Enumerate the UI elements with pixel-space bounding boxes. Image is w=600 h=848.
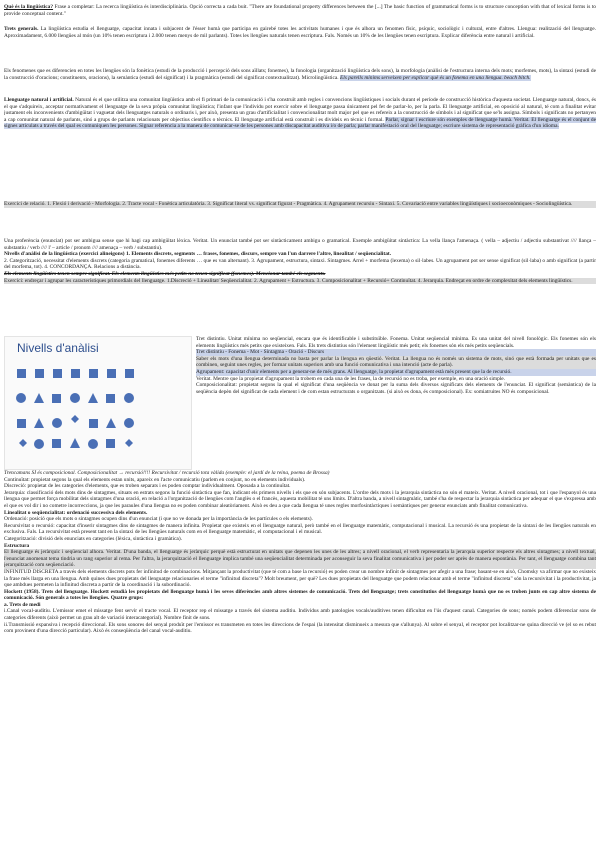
canal-vocal-auditiu-text: i.Canal vocal-auditiu. L'emissor emet el missatge fent servir el tracte vocal. El receptor rep el missatge a través del sistema auditiu. Individus amb patologies vocals/auditives tenen dificultat en l'ús d'aquest canal. Categories de sons; només podem diferenciar sons de categories diferents (això permet un grau alt de variació interacategorial). Nombre finit de sons. xyxy=(4,608,596,622)
hockett-text: Hockett (1958). Trets del llenguatge. Hockett estudià les propietats del llenguatge humà i les seves diferències amb altres sistemes de comunicació. Trets del llenguatge; trets constitutius del llenguatge humà que no es troben junts en cap altre sistema de comunicació. Són generals a totes les llengües. Quatre grups: xyxy=(4,588,596,602)
ambiguitat xyxy=(4,238,596,284)
nivells-analisi-diagram xyxy=(4,336,192,470)
diagram-shape xyxy=(89,419,98,428)
jerarquia-text: Jerarquia: classificació dels mots dins de sintagmes, situats en estrats segons la funció sintàctica que fan, indicant els primers nivells i els que en són subjacents. L'ordre dels mots i la jerarquia sintàctica no són el mateix. Veritat. A nivell oracional, tot i que l'espanyol és una llengua que permet força mobilitat dels sintagmes d'una oració, en relació a l'organització de llengües com l'anglès o el francès, aquesta mobilitat té uns límits. D'altra banda, a nivell sintagmàtic, també s'ha de respectar la jerarquia sintàctica per adequar el que s'expressa amb el que es vol dir i no cometre incorreccions, ja que les paraules d'una llengua no es poden combinar aleatòriament. Això es deu a que cada llengua té unes regles morfosintàctiques i semàntiques per generar enunciats amb finalitat comunicativa. xyxy=(4,489,596,509)
diagram-title: Nivells d'anàlisi xyxy=(17,341,99,355)
diagram-shape xyxy=(88,439,98,449)
trets-generals-text: La lingüística estudia el llenguatge, capacitat innata i subjacent de l'ésser humà que participa en gairebé totes les activitats humanes i que és alhora un fenomen físic, psíquic, sociològic i cultural, entre d'altres. Llengua: realització del llenguatge. Aproximadament, 6.000 llengües al món (un 10% tenen escriptura i 2.000 tenen menys de mil parlants). Totes les llengües naturals tenen escriptura. Fals. Només un 10% de les llengües tenen escriptura. Explicar diferència entre natural i artificial. xyxy=(4,26,596,39)
diagram-shape xyxy=(71,369,80,378)
trets-generals-lead: Trets generals. xyxy=(4,26,39,32)
microlinguistica xyxy=(4,68,596,81)
linealitat-text: Linealitat o seqüencialitat: ordenació successiva dels elements. xyxy=(4,509,148,516)
agrupament-explicacio: Veritat. Mentre que la propietat d'agrupament la trobem en cada una de les frases, la de recursió no es troba, per exemple, en una oració simple. xyxy=(196,375,506,382)
diagram-shape xyxy=(124,393,134,403)
diagram-shape xyxy=(35,369,44,378)
diagram-shape xyxy=(70,393,80,403)
diagram-shape xyxy=(52,439,61,448)
exercici-relacio xyxy=(4,201,596,208)
categoritzacio-definicio: Categorització: divisió dels enunciats en categories (lèxica, sintàctica i gramàtica). xyxy=(4,535,182,542)
categoritzacio-text: 2. Categorització, necessitat d'elements discrets (categoria gramatical, fonemes diferents … que es van alternant). 3. Agrupament, estructura, sintaxi. Sintagmes. Arrel + morfema (lexema) o sil·labes. Un agrupament pot ser sense significat (sil·laba) o amb significat (a partir del morfema, tot). 4. CONCORDANÇA. Relacions a distància. xyxy=(4,257,596,271)
trets-medi-heading: a. Trets de medi xyxy=(4,601,41,608)
diagram-shape xyxy=(106,394,115,403)
composicionalitat-text: Composicionalitat: propietat segons la qual el significat d'una seqüència ve donat per la suma dels diversos significats dels elements de l'enunciat. El significat (semàntica) de la seqüència depèn del significat de cada element i de com estan estructurats o organitzats. (si això es dona, és composicional). Ex: somiatruites NO és composicional. xyxy=(196,382,596,395)
natural-artificial-lead: Llenguatge natural i artificial. xyxy=(4,97,74,103)
diagram-shape xyxy=(52,418,62,428)
continuitat-text: Continuïtat: propietat segons la qual els elements estan units, apareix en l'acte comunicatiu (parlem en conjunt, no en elements individuals). xyxy=(4,476,306,483)
nivells-text: Nivells d'anàlisi de la lingüística (exercici alineigons) 1. Elements discrets, segments … frases, fonemes, discurs, sempre van l'un darrere l'altre, linealitat / seqüencialitat. xyxy=(4,251,392,258)
intro-block xyxy=(4,4,596,17)
diagram-shape xyxy=(106,418,116,428)
diagram-shape xyxy=(52,394,61,403)
recursivitat-text: Recursivitat o recursió: capacitat d'inserir sintagmes dins de sintagmes de manera infinita. Propietat que existeix en el llenguatge natural, però també en el llenguatge matemàtic, computacional i musical. La recursió és una propietat de la sintaxi de les llengües naturals en exclusiva. Fals. La recursivitat està present tant en la sintaxi de les llengües naturals com en el llenguatge matemàtic, el computacional i el musical. xyxy=(4,522,596,536)
microlinguistica-text: Els fenomenes que es diferencien en totes les llengües són la fonètica (estudi de la producció i percepció dels sons aïllats; fonemes), la fonologia (organització lingüística dels sons), la morfologia (anàlisi de l'estructura interna dels mots; morfemes, mots), la sintaxi (estudi de la construcció d'oracions; constituents, oracions), la semàntica (estudi del significat) i la pragmàtica (estudi del significat contextualitzat). Microlingüística. xyxy=(4,68,596,81)
exercici-endrecar: Exercici: endreçar i agrupar les característiques primordials del llenguatge. 1.Discreció + Linealitat/ Seqüencialitat. 2. Agrupament + Estructura. 3. Composicionalitat + Recursió+ Continuïtat. 4. Jerarquia. Endreçat en ordre de complexitat dels elements lingüístics. xyxy=(4,278,596,285)
natural-artificial-highlight: Parlar, signar i escriure són exemples de llenguatge humà. Veritat. El llenguatge és el conjunt de signes articulats a través del qual es comuniquen les persones. Signar referència a la manera de comunicar-se de les persones amb discapacitat auditiva i/o de parla; parlar manifestació oral del llenguatge; escriure sistema de representació gràfica d'un idioma. xyxy=(4,116,596,130)
struck-statement: Els elements lingüístics tenen sempre significat. Els elements lingüístics més petits no tenen significat (fonemes). Mencionar també els segments. xyxy=(4,270,326,277)
intro-text: Frase a completar: La recerca lingüística és interdisciplinària. Opció correcta a cada buit. "There are foundational property differences between the [...] The basic function of grammatical forms is to structure conception with that of lexical forms is to provide conceptual content." xyxy=(4,4,596,17)
estructura-heading: Estructura xyxy=(4,542,30,549)
diagram-shape xyxy=(17,419,26,428)
ordenacio-text: Ordenació: posició que els mots o sintagmes ocupen dins d'un enunciat (i que no ve donada per la importància de les partícules o els elements). xyxy=(4,516,313,523)
diagram-shape xyxy=(53,369,62,378)
natural-artificial-text: Natural és el que utilitza una comunitat lingüística amb el fi primari de la comunicació i s'ha construït amb regles i convencions lingüístiques i socials durant el període de construcció històrica d'aquesta societat. Llenguatge natural, doncs, és el que s'adquireix, acceptar normativament el llenguatge de la seva pròpia comunitat lingüística; l'infant que l'individu pot exercir sobre el llenguatge passa únicament pel fet de parlar-lo, per la parla. El llenguatge artificial, en oposició al natural, té com a finalitat evitar justament els inconvenients d'ambigüitat i vaguetat dels llenguatges naturals o ordinaris i, per això, presenta un grau d'artificialitat i convencionalitat molt major pel que es refereix a la construcció de símbols i al significat que se'ls assigna. Símbols i significats no pertanyen a cap comunitat natural de parlants, sinó a grups de parlants relacionats per objectius científics o tècnics. El llenguatge artificial està construït i es divideix en tècnic i formal. xyxy=(4,97,596,123)
infinitud-discreta-text: INFINITUD DISCRETA a través dels elements discrets pots fer infinitud de combinacions. Mitjançant la productivitat (que té com a base la recursió) es poden crear un nombre infinit de sintagmes per afegir a una frase; basant-se en això, Chomsky va afirmar que no existeix la frase més llarga en una llengua. Amb quines dues propietats del llenguatge relacionaries el terme "infinitud discreta"? Molt breument, per què? Les dues propietats del llenguatge que podem relacionar amb el terme "infinitud discreta" són la recursivitat i la productivitat, ja que ambdues permeten la infinitud discreta a partir de la coordinació i la subordinació. xyxy=(4,568,596,589)
diagram-shape xyxy=(125,439,133,447)
propietats-block xyxy=(4,470,596,635)
diagram-shape xyxy=(71,415,79,423)
diagram-shape xyxy=(34,418,44,428)
tret-distintiu-highlight: Tret distintiu - Fonema - Mot - Sintagma - Oració - Discurs xyxy=(196,349,596,356)
diagram-shape xyxy=(34,439,44,449)
intro-question: Què és la lingüística? xyxy=(4,4,54,10)
natural-artificial xyxy=(4,97,596,130)
diagram-shape xyxy=(107,369,116,378)
diagram-shape xyxy=(34,393,44,403)
ambiguitat-text: Una proferència (enunciat) pot ser ambigua sense que hi hagi cap ambigüitat lèxica. Veritat. Un enunciat també pot ser sintàcticament ambigu o gramatical. Exemple ambigüitat sintàctica: La vella llança l'amenaça. ( vella – adjectiu / adjectiu substantivat //// llança – substantiu / verb //// l' – article / pronom //// amenaça – verb / substantiu). xyxy=(4,238,596,251)
diagram-shape xyxy=(16,393,26,403)
exercici-relacio-text: Exercici de relació. 1. Flexió i derivació - Morfologia. 2. Tracte vocal - Fonètica articulatòria. 3. Significat literal vs. significat figurat - Pragmàtica. 4. Agrupament recursiu - Sintaxi. 5. Covariació entre variables lingüístiques i socioeconòmiques - Sociolingüística. xyxy=(4,201,573,207)
diagram-shape xyxy=(19,439,27,447)
microlinguistica-highlight: Els parells mínims serveixen per explicar què és un fonema en una llengua. beach bitch. xyxy=(340,74,531,81)
diagram-shape xyxy=(124,418,134,428)
diagram-shape xyxy=(17,369,26,378)
trencamans-text: Trencamans SÍ és composicional. Composicionalitat → recursió!!!! Recursivitat / recursió tota vàlida (exemple: el jardí de la reina, poema de Brossa) xyxy=(4,470,330,476)
jerarquic-sequencial-text: El llenguatge és jeràrquic i seqüencial alhora. Veritat. D'una banda, el llenguatge és jeràrquic perquè està estructurat en unitats que depenen les unes de les altres; a nivell oracional, el verb representaria la jerarquia superior respecte els altres sintagmes; a nivell textual, l'enunciat anomenat tema tindria un rang superior al rema. Per l'altra, la jerarquització el llenguatge implica també una seqüencialitat determinada per aconseguir la seva finalitat comunicativa i per poder ser après de manera espontània. Per tant, el llenguatge combina tant jerarquització com seqüenciació. xyxy=(4,549,596,569)
diagram-shape xyxy=(89,369,98,378)
agrupament-text: Agrupament: capacitat d'unir elements per a generar-ne de més grans. Al llenguatge, la propietat d'agrupament està més present que la de recursió. xyxy=(196,369,596,376)
diagram-shape xyxy=(70,438,80,448)
diagram-shape xyxy=(88,393,98,403)
diagram-shapes xyxy=(5,337,191,469)
tret-distintiu-text: Tret distintiu. Unitat mínima no seqüencial, encara que és identificable i substituïble. Fonema. Unitat seqüencial mínima. És una unitat del nivell fonològic. Els fonemes són els elements lingüístics més petits que existeixen. Fals. Els trets distintius són l'element lingüístic més petit; els fonemes són els més petits seqüencials. xyxy=(196,336,596,349)
trets-generals xyxy=(4,26,596,39)
diagram-shape xyxy=(106,439,115,448)
diagram-shape xyxy=(125,369,134,378)
saber-mots-text: Saber els mots d'una llengua determinada no basta per parlar la llengua en qüestió. Veritat. La llengua no és només un sistema de mots, sinó que està formada per unitats que es combinen, seguint unes regles, per formar unitats superiors amb una funció comunicativa i una intenció (acte de parla). xyxy=(196,355,596,369)
transmissio-expansiva-text: ii.Transmissió expansiva i recepció direccional. Els sons sonores del senyal produït per l'emissor es transmeten en totes les direccions de l'espai (la intensitat disminueix a mesura que s'allunya). Al sobre el senyal, el receptor pot localitzar-ne quina direcció ve (el so es rebut com provinent d'una direcció particular). Això és conseqüència del canal vocal-auditiu. xyxy=(4,621,596,635)
right-column xyxy=(196,336,596,395)
discrecio-text: Discreció: propietat de les categories d'elements, que es troben separats i es poden comptar individualment. Oposada a la continuïtat. xyxy=(4,483,291,490)
